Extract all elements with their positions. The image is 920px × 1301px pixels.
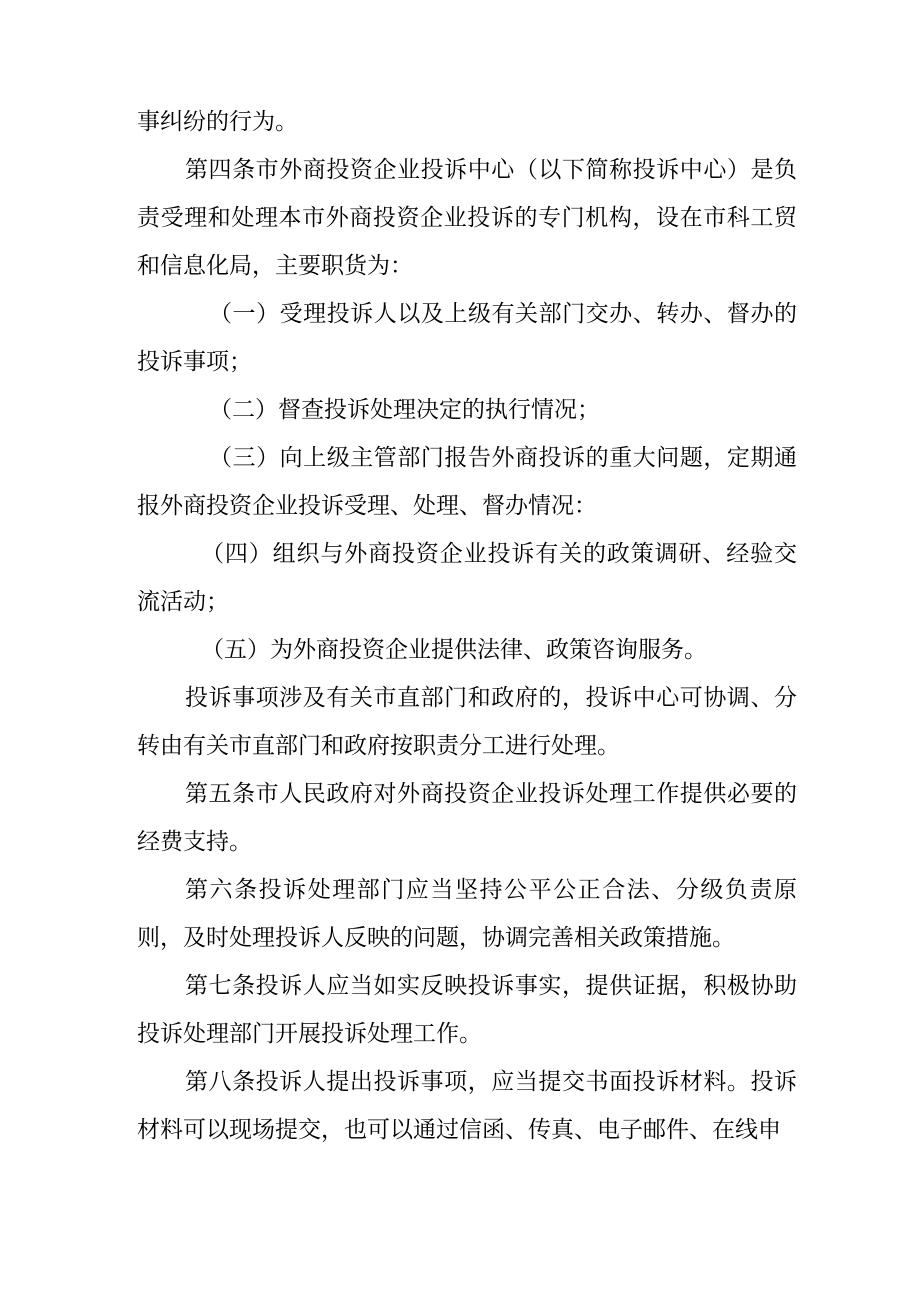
article-6-paragraph: 第六条投诉处理部门应当坚持公平公正合法、分级负责原则，及时处理投诉人反映的问题，协调完善相关政策措施。 bbox=[137, 877, 797, 951]
paragraph-continuation: 事纠纷的行为。 bbox=[137, 109, 298, 135]
article-5-paragraph: 第五条市人民政府对外商投资企业投诉处理工作提供必要的经费支持。 bbox=[137, 781, 797, 855]
duty-item-2: （二）督查投诉处理决定的执行情况； bbox=[209, 397, 600, 423]
duty-item-4: （四）组织与外商投资企业投诉有关的政策调研、经验交流活动； bbox=[137, 541, 797, 615]
article-4-paragraph: 第四条市外商投资企业投诉中心（以下简称投诉中心）是负责受理和处理本市外商投资企业投诉的专门机构，设在市科工贸和信息化局，主要职货为： bbox=[137, 157, 797, 279]
duty-item-3: （三）向上级主管部门报告外商投诉的重大问题，定期通报外商投资企业投诉受理、处理、督办情况： bbox=[137, 445, 797, 519]
coordination-paragraph: 投诉事项涉及有关市直部门和政府的，投诉中心可协调、分转由有关市直部门和政府按职责分工进行处理。 bbox=[137, 685, 797, 759]
duty-item-1: （一）受理投诉人以及上级有关部门交办、转办、督办的投诉事项； bbox=[137, 301, 797, 375]
duty-item-5: （五）为外商投资企业提供法律、政策咨询服务。 bbox=[201, 637, 707, 663]
article-8-paragraph: 第八条投诉人提出投诉事项，应当提交书面投诉材料。投诉材料可以现场提交，也可以通过信函、传真、电子邮件、在线申 bbox=[137, 1069, 797, 1143]
article-7-paragraph: 第七条投诉人应当如实反映投诉事实，提供证据，积极协助投诉处理部门开展投诉处理工作。 bbox=[137, 973, 797, 1047]
